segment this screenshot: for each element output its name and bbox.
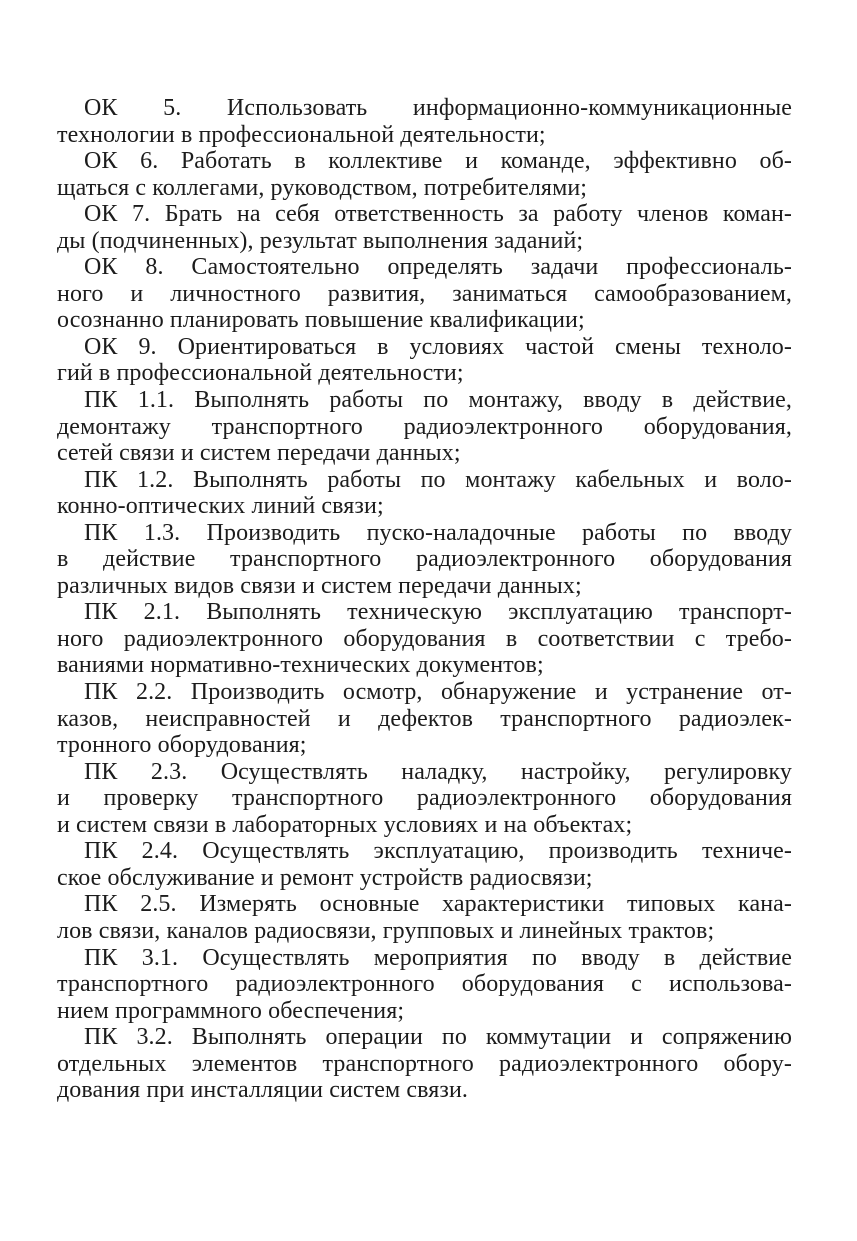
text-line: ПК 3.2. Выполнять операции по коммутации и сопряжению bbox=[84, 1024, 792, 1051]
text-line: отдельных элементов транспортного радиоэлектронного обору- bbox=[57, 1050, 792, 1077]
text-line: ОК 8. Самостоятельно определять задачи профессиональ- bbox=[84, 254, 792, 281]
paragraph-pk-1-2 bbox=[57, 467, 792, 520]
text-line: ваниями нормативно-технических документов; bbox=[57, 652, 544, 679]
text-line: щаться с коллегами, руководством, потребителями; bbox=[57, 174, 588, 201]
text-line: ПК 1.3. Производить пуско-наладочные работы по вводу bbox=[84, 519, 792, 546]
text-line: ПК 2.3. Осуществлять наладку, настройку, регулировку bbox=[84, 758, 792, 785]
text-line: осознанно планировать повышение квалификации; bbox=[57, 307, 585, 334]
text-line: различных видов связи и систем передачи данных; bbox=[57, 572, 582, 599]
paragraph-pk-3-2 bbox=[57, 1024, 792, 1104]
text-line: ское обслуживание и ремонт устройств радиосвязи; bbox=[57, 864, 593, 891]
text-line: нием программного обеспечения; bbox=[57, 997, 405, 1024]
text-line: ПК 2.1. Выполнять техническую эксплуатацию транспорт- bbox=[84, 599, 792, 626]
text-line: лов связи, каналов радиосвязи, групповых и линейных трактов; bbox=[57, 917, 715, 944]
text-line: демонтажу транспортного радиоэлектронного оборудования, bbox=[57, 413, 792, 440]
text-line: гий в профессиональной деятельности; bbox=[57, 360, 464, 387]
text-line: ного радиоэлектронного оборудования в соответствии с требо- bbox=[57, 625, 792, 652]
text-block bbox=[57, 95, 792, 1104]
text-line: ПК 1.1. Выполнять работы по монтажу, вводу в действие, bbox=[84, 387, 792, 414]
text-line: и проверку транспортного радиоэлектронного оборудования bbox=[57, 785, 792, 812]
text-line: ОК 6. Работать в коллективе и команде, эффективно об- bbox=[84, 148, 792, 175]
paragraph-pk-1-3 bbox=[57, 520, 792, 600]
paragraph-pk-2-5 bbox=[57, 891, 792, 944]
text-line: сетей связи и систем передачи данных; bbox=[57, 440, 461, 467]
paragraph-pk-2-2 bbox=[57, 679, 792, 759]
paragraph-pk-2-3 bbox=[57, 759, 792, 839]
paragraph-ok-6 bbox=[57, 148, 792, 201]
paragraph-ok-8 bbox=[57, 254, 792, 334]
text-line: и систем связи в лабораторных условиях и на объектах; bbox=[57, 811, 633, 838]
paragraph-pk-1-1 bbox=[57, 387, 792, 467]
text-line: ПК 3.1. Осуществлять мероприятия по вводу в действие bbox=[84, 944, 792, 971]
text-line: тронного оборудования; bbox=[57, 732, 307, 759]
paragraph-pk-2-4 bbox=[57, 838, 792, 891]
text-line: ПК 2.5. Измерять основные характеристики типовых кана- bbox=[84, 891, 792, 918]
paragraph-pk-3-1 bbox=[57, 945, 792, 1025]
text-line: ОК 7. Брать на себя ответственность за работу членов коман- bbox=[84, 201, 792, 228]
text-line: ОК 9. Ориентироваться в условиях частой смены техноло- bbox=[84, 333, 792, 360]
paragraph-ok-7 bbox=[57, 201, 792, 254]
text-line: транспортного радиоэлектронного оборудования с использова- bbox=[57, 971, 792, 998]
text-line: ного и личностного развития, заниматься самообразованием, bbox=[57, 280, 792, 307]
paragraph-ok-9 bbox=[57, 334, 792, 387]
text-line: конно-оптических линий связи; bbox=[57, 493, 384, 520]
text-line: в действие транспортного радиоэлектронного оборудования bbox=[57, 546, 792, 573]
text-line: ды (подчиненных), результат выполнения заданий; bbox=[57, 227, 584, 254]
text-line: ПК 2.4. Осуществлять эксплуатацию, производить техниче- bbox=[84, 838, 792, 865]
text-line: дования при инсталляции систем связи. bbox=[57, 1077, 469, 1104]
text-line: технологии в профессиональной деятельности; bbox=[57, 121, 546, 148]
text-line: ПК 2.2. Производить осмотр, обнаружение и устранение от- bbox=[84, 679, 792, 706]
text-line: ОК 5. Использовать информационно-коммуникационные bbox=[84, 95, 792, 121]
text-line: ПК 1.2. Выполнять работы по монтажу кабельных и воло- bbox=[84, 466, 792, 493]
paragraph-pk-2-1 bbox=[57, 599, 792, 679]
text-line: казов, неисправностей и дефектов транспортного радиоэлек- bbox=[57, 705, 792, 732]
paragraph-ok-5 bbox=[57, 95, 792, 148]
